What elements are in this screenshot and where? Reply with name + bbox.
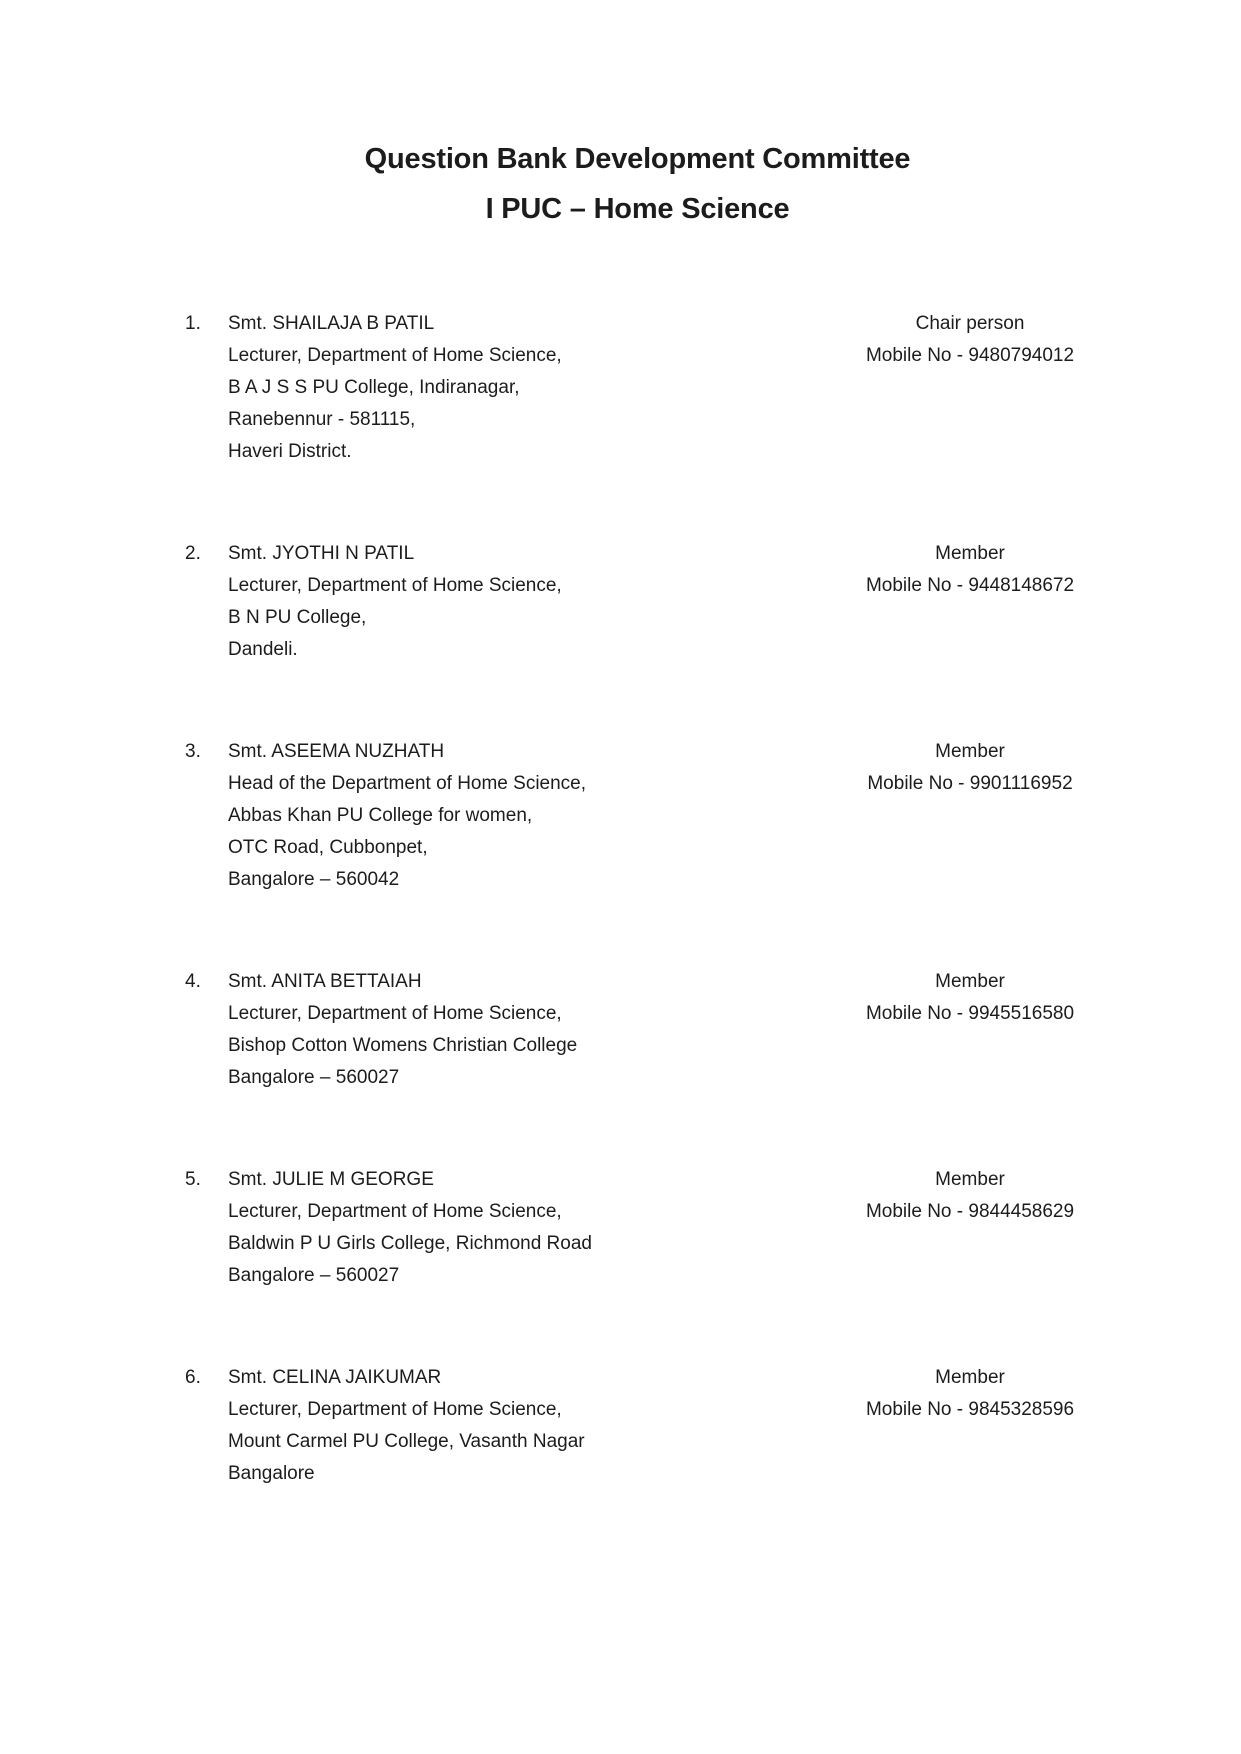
member-entry	[185, 538, 1090, 666]
member-details	[228, 1362, 850, 1490]
member-mobile: Mobile No - 9844458629	[865, 1201, 1075, 1222]
member-entry	[185, 1362, 1090, 1490]
member-number: 4.	[185, 971, 201, 992]
member-address-line: Mount Carmel PU College, Vasanth Nagar	[228, 1431, 585, 1452]
member-mobile: Mobile No - 9845328596	[865, 1399, 1075, 1420]
member-address-line: B A J S S PU College, Indiranagar,	[228, 377, 520, 398]
member-address-line: Head of the Department of Home Science,	[228, 773, 587, 794]
member-details	[228, 1164, 850, 1292]
member-address-line: B N PU College,	[228, 607, 367, 628]
member-name: Smt. ASEEMA NUZHATH	[228, 741, 445, 762]
member-address-line: Lecturer, Department of Home Science,	[228, 1003, 562, 1024]
member-role: Member	[935, 543, 1005, 564]
member-role-block	[850, 1362, 1090, 1490]
member-address-line: Bangalore	[228, 1463, 315, 1484]
member-name: Smt. CELINA JAIKUMAR	[228, 1367, 442, 1388]
member-role-block	[850, 538, 1090, 666]
member-entry	[185, 736, 1090, 896]
member-address	[228, 768, 850, 896]
member-address	[228, 1196, 850, 1292]
member-entry	[185, 308, 1090, 468]
title-line-2: I PUC – Home Science	[485, 193, 790, 225]
member-name: Smt. ANITA BETTAIAH	[228, 971, 422, 992]
member-name: Smt. JYOTHI N PATIL	[228, 543, 415, 564]
member-name: Smt. JULIE M GEORGE	[228, 1169, 434, 1190]
member-details	[228, 308, 850, 468]
member-role: Member	[935, 1367, 1005, 1388]
member-mobile: Mobile No - 9945516580	[865, 1003, 1075, 1024]
member-entry	[185, 1164, 1090, 1292]
member-address-line: Lecturer, Department of Home Science,	[228, 1201, 562, 1222]
member-number: 6.	[185, 1367, 201, 1388]
member-address-line: Haveri District.	[228, 441, 352, 462]
member-number: 3.	[185, 741, 201, 762]
member-role-block	[850, 1164, 1090, 1292]
member-address-line: Abbas Khan PU College for women,	[228, 805, 533, 826]
member-mobile: Mobile No - 9448148672	[865, 575, 1075, 596]
member-name: Smt. SHAILAJA B PATIL	[228, 313, 435, 334]
member-number: 1.	[185, 313, 201, 334]
member-address-line: Bangalore – 560042	[228, 869, 400, 890]
member-number: 2.	[185, 543, 201, 564]
member-entry	[185, 966, 1090, 1094]
member-address-line: Lecturer, Department of Home Science,	[228, 1399, 562, 1420]
member-role-block	[850, 966, 1090, 1094]
member-address-line: Ranebennur - 581115,	[228, 409, 416, 430]
member-address	[228, 1394, 850, 1490]
title-line-1: Question Bank Development Committee	[364, 143, 911, 175]
member-role: Member	[935, 1169, 1005, 1190]
member-mobile: Mobile No - 9901116952	[867, 773, 1073, 794]
member-address	[228, 570, 850, 666]
member-address-line: Lecturer, Department of Home Science,	[228, 345, 562, 366]
member-details	[228, 736, 850, 896]
member-role: Chair person	[915, 313, 1025, 334]
member-address-line: Baldwin P U Girls College, Richmond Road	[228, 1233, 592, 1254]
member-address-line: Bangalore – 560027	[228, 1265, 400, 1286]
member-role: Member	[935, 741, 1005, 762]
member-address-line: OTC Road, Cubbonpet,	[228, 837, 428, 858]
member-list	[185, 308, 1090, 1490]
member-address	[228, 998, 850, 1094]
member-address-line: Dandeli.	[228, 639, 298, 660]
member-role-block	[850, 736, 1090, 896]
member-role: Member	[935, 971, 1005, 992]
member-details	[228, 966, 850, 1094]
member-address	[228, 340, 850, 468]
member-address-line: Bishop Cotton Womens Christian College	[228, 1035, 578, 1056]
member-address-line: Bangalore – 560027	[228, 1067, 400, 1088]
member-details	[228, 538, 850, 666]
document-title	[185, 134, 1090, 234]
member-mobile: Mobile No - 9480794012	[865, 345, 1075, 366]
member-role-block	[850, 308, 1090, 468]
member-address-line: Lecturer, Department of Home Science,	[228, 575, 562, 596]
member-number: 5.	[185, 1169, 201, 1190]
